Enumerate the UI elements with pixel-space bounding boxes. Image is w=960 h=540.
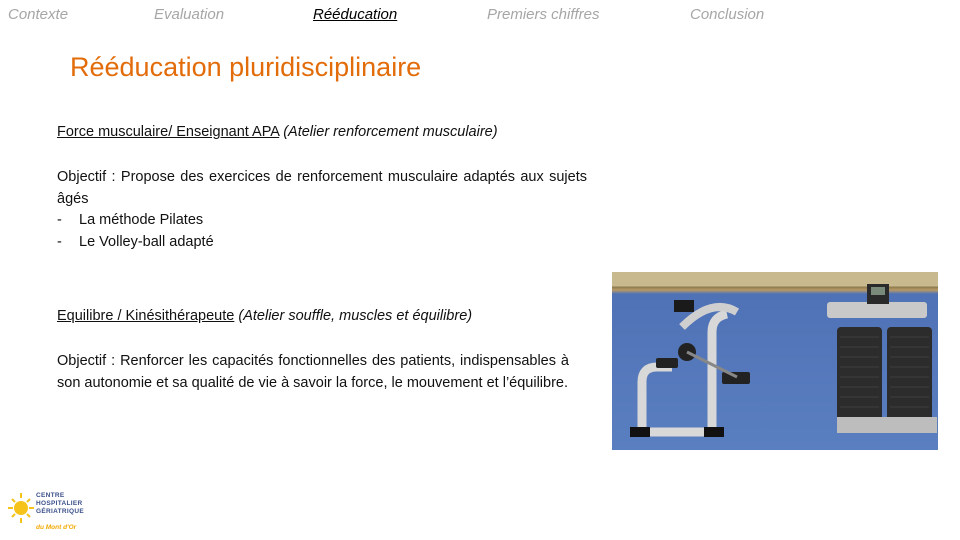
bullet-label: La méthode Pilates [79, 212, 204, 228]
bullet-item: - La méthode Pilates [57, 212, 204, 228]
pedal-exerciser [630, 300, 750, 437]
objective-force: Objectif : Propose des exercices de renforcement musculaire adaptés aux sujets âgés [57, 169, 587, 207]
section-force-body [57, 167, 587, 253]
nav-item-contexte[interactable]: Contexte [8, 6, 69, 23]
stepper [827, 284, 937, 433]
heading-equilibre-note: (Atelier souffle, muscles et équilibre) [238, 308, 473, 324]
heading-equilibre-label: Equilibre / Kinésithérapeute [57, 308, 235, 324]
bullet-label: Le Volley-ball adapté [79, 233, 214, 250]
heading-force-note: (Atelier renforcement musculaire) [283, 124, 498, 140]
objective-equilibre: Objectif : Renforcer les capacités fonctionnelles des patients, indispensables à son autonomie et sa qualité de vie à savoir la force, le mouvement et l’équilibre. [57, 353, 569, 391]
heading-force-label: Force musculaire/ Enseignant APA [57, 124, 280, 140]
logo-wordmark: CENTRE HOSPITALIER GÉRIATRIQUE [36, 492, 84, 515]
sun-logo-icon [8, 490, 34, 530]
equipment-photo [612, 272, 938, 450]
nav-item-premiers-chiffres[interactable]: Premiers chiffres [487, 6, 600, 23]
hospital-logo [8, 490, 118, 536]
bullet-item: - Le Volley-ball adapté [57, 233, 214, 250]
nav-item-conclusion[interactable]: Conclusion [690, 6, 765, 23]
logo-subtitle: du Mont d'Or [36, 524, 77, 531]
section-equilibre-body [57, 351, 569, 394]
nav-item-evaluation[interactable]: Evaluation [154, 6, 225, 23]
section-heading-force [57, 124, 498, 140]
equipment-illustration [612, 272, 938, 450]
section-heading-equilibre [57, 308, 472, 324]
section-nav [0, 6, 960, 26]
nav-item-reeducation[interactable]: Rééducation [313, 6, 398, 23]
slide-title: Rééducation pluridisciplinaire [70, 52, 422, 82]
